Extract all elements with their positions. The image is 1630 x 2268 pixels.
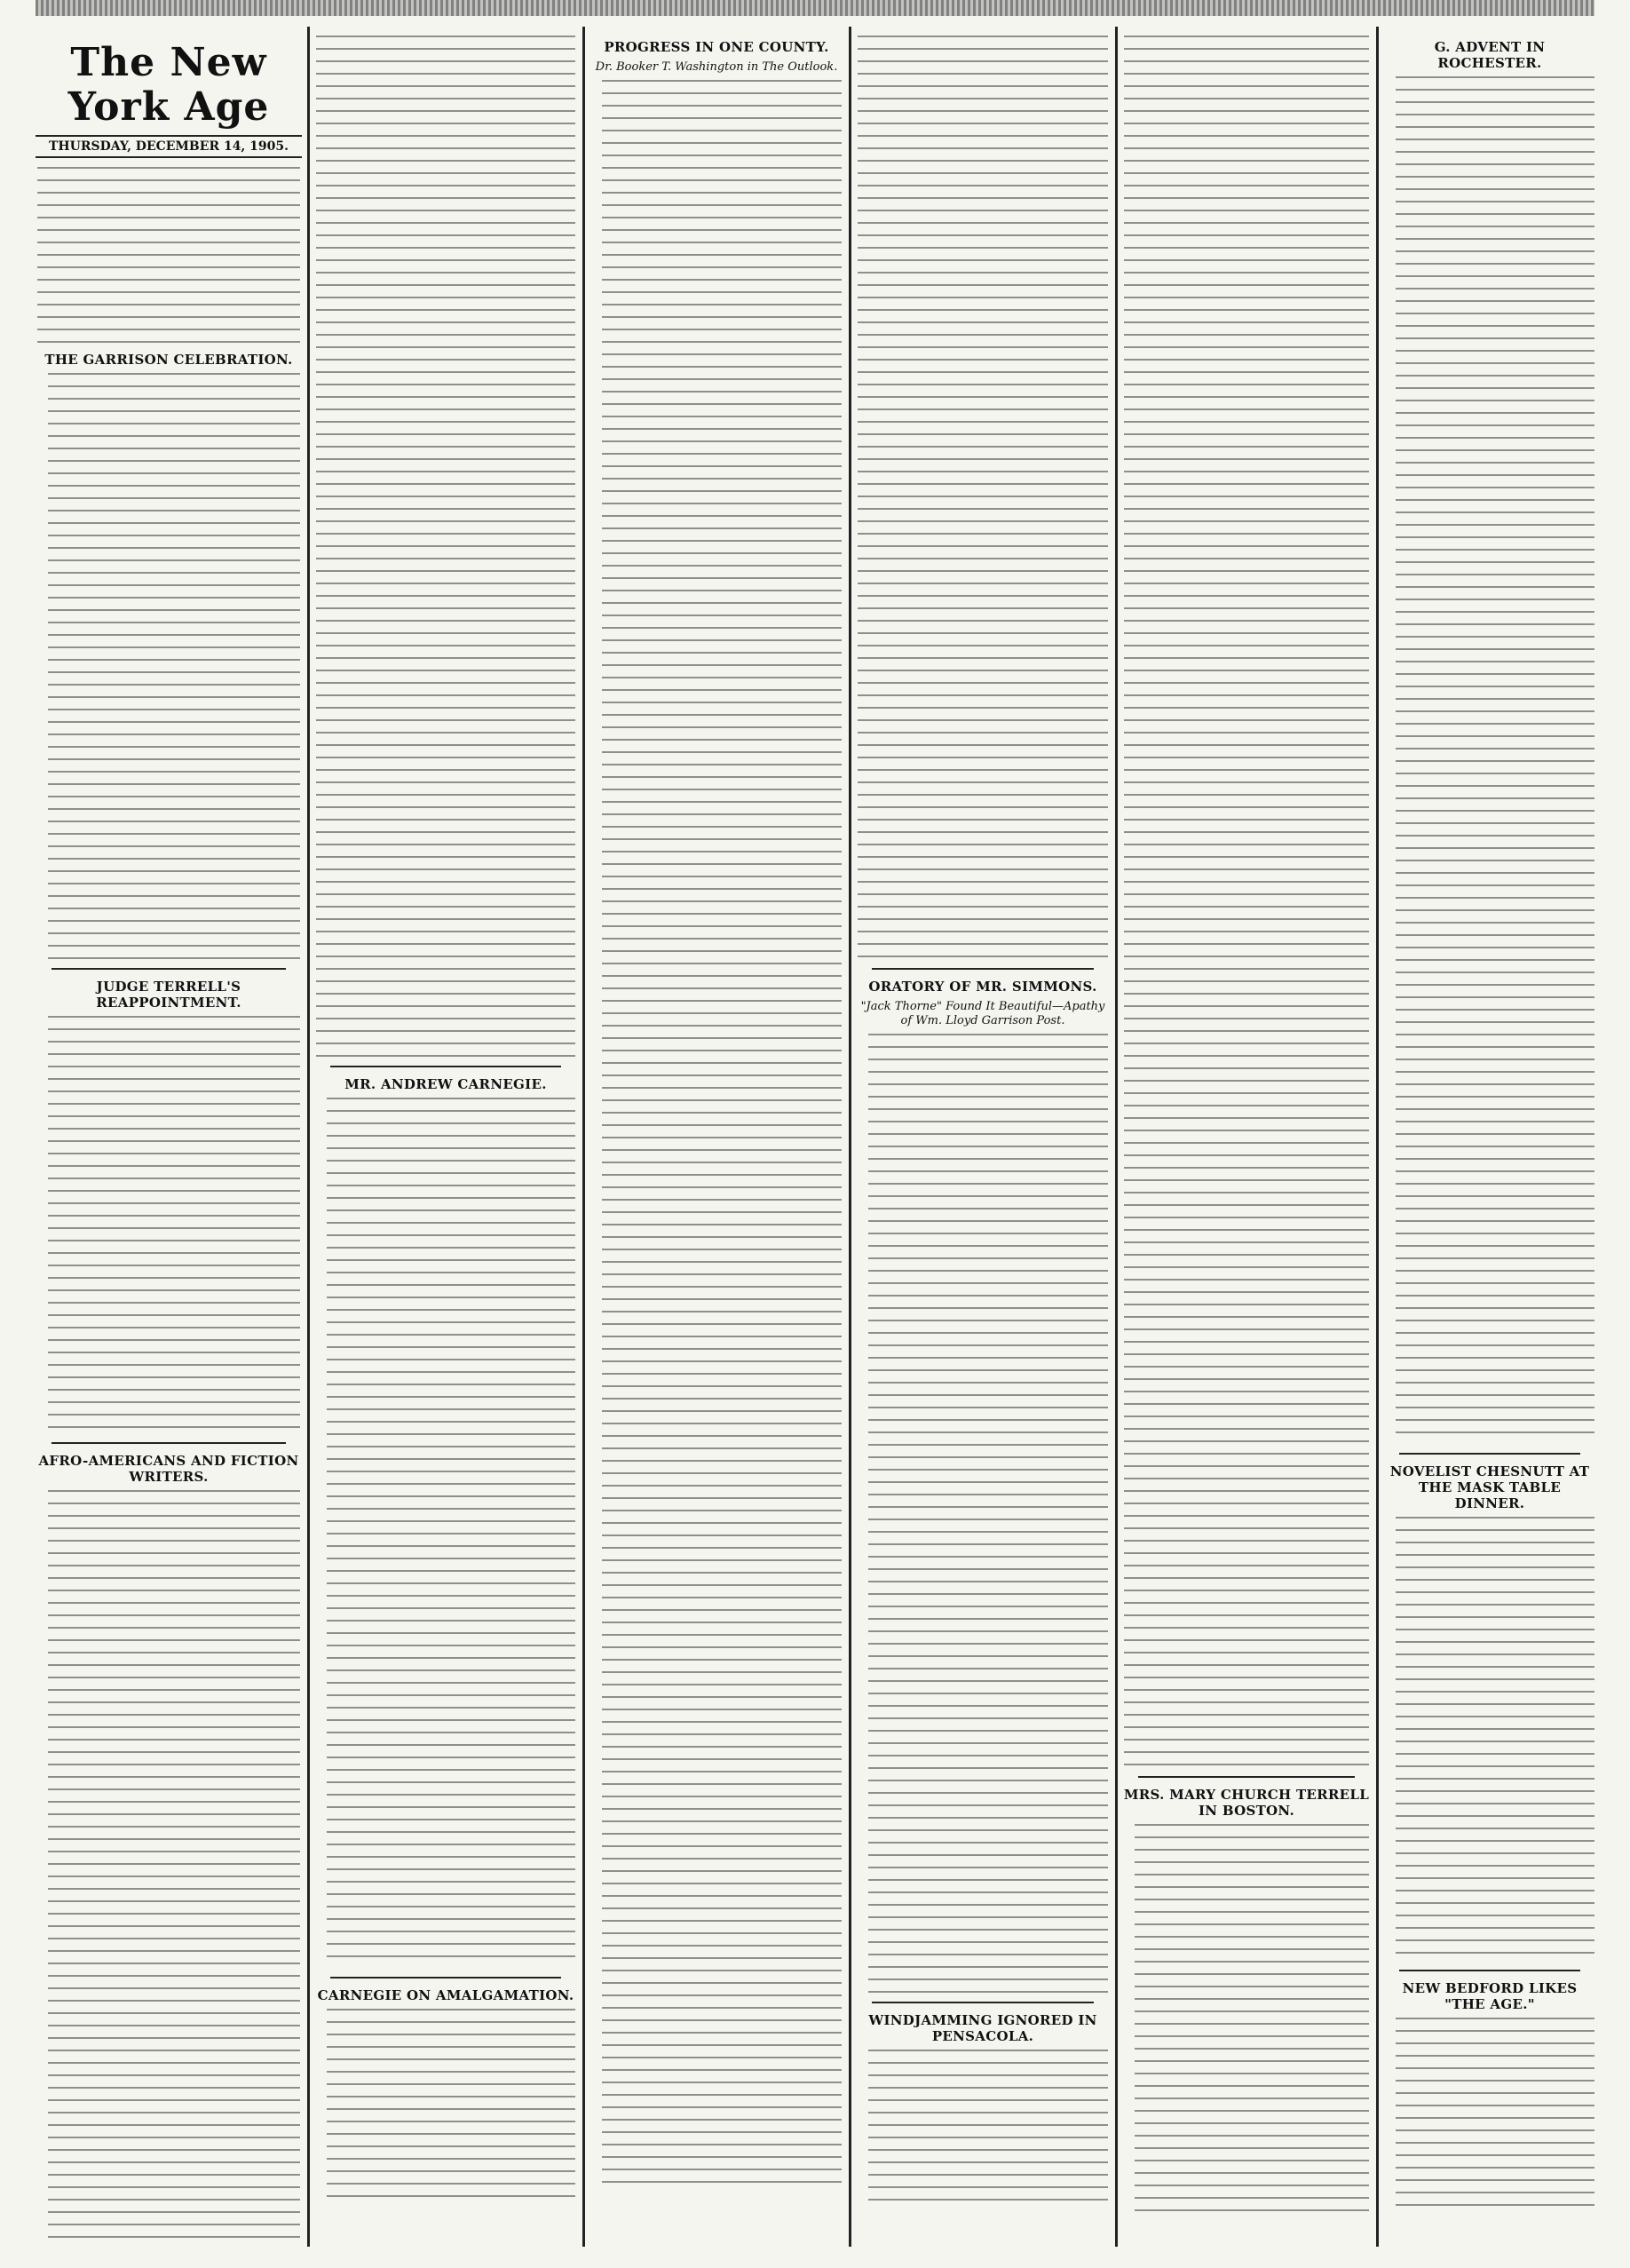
separator: [1399, 1970, 1580, 1971]
column-rule: [582, 27, 585, 2247]
column-4-text: [868, 1034, 1108, 1993]
separator: [330, 1977, 561, 1979]
headline: MRS. MARY CHURCH TERRELL IN BOSTON.: [1123, 1787, 1370, 1819]
column-4-text: [858, 36, 1108, 959]
headline: ORATORY OF MR. SIMMONS.: [868, 979, 1097, 995]
column-1-text: [48, 1490, 300, 2245]
column-1: [36, 36, 302, 2247]
subhead: "Jack Thorne" Found It Beautiful—Apathy of Wm. Lloyd Garrison Post.: [860, 1000, 1105, 1027]
separator: [51, 968, 286, 970]
column-2-text: [327, 1098, 575, 1968]
subhead: Dr. Booker T. Washington in The Outlook.: [595, 60, 838, 74]
column-6: [1383, 36, 1596, 2247]
column-rule: [1376, 27, 1379, 2247]
separator: [872, 2002, 1094, 2003]
column-4-text: [868, 2050, 1108, 2209]
column-6-text: [1396, 2018, 1594, 2213]
column-4: [856, 36, 1110, 2247]
column-1-text: [37, 167, 300, 345]
headline: CARNEGIE ON AMALGAMATION.: [317, 1987, 574, 2003]
headline: MR. ANDREW CARNEGIE.: [344, 1076, 547, 1092]
separator: [1399, 1453, 1580, 1455]
separator: [872, 968, 1094, 970]
column-6-text: [1396, 76, 1594, 1444]
headline: JUDGE TERRELL'S REAPPOINTMENT.: [96, 979, 241, 1011]
top-border: [36, 0, 1594, 16]
headline: NEW BEDFORD LIKES "THE AGE.": [1402, 1980, 1578, 2012]
column-3: [589, 36, 843, 2247]
column-rule: [307, 27, 310, 2247]
column-3-text: [602, 80, 842, 2193]
column-5-text: [1135, 1824, 1369, 2215]
column-2: [314, 36, 577, 2247]
dateline: THURSDAY, DECEMBER 14, 1905.: [36, 135, 302, 158]
separator: [51, 1442, 286, 1444]
column-5-text: [1124, 36, 1369, 1767]
column-rule: [1115, 27, 1118, 2247]
headline: G. ADVENT IN ROCHESTER.: [1434, 39, 1546, 71]
headline: AFRO-AMERICANS AND FICTION WRITERS.: [38, 1453, 299, 1485]
headline: THE GARRISON CELEBRATION.: [44, 352, 293, 368]
column-2-text: [327, 2009, 575, 2204]
masthead-title: The New York Age: [67, 40, 270, 130]
column-1-text: [48, 1016, 300, 1433]
column-6-text: [1396, 1517, 1594, 1961]
column-5: [1122, 36, 1371, 2247]
column-rule: [849, 27, 851, 2247]
separator: [330, 1066, 561, 1067]
column-2-text: [316, 36, 575, 1057]
column-1-text: [48, 373, 300, 959]
headline: NOVELIST CHESNUTT AT THE MASK TABLE DINNER.: [1389, 1463, 1590, 1511]
headline: PROGRESS IN ONE COUNTY.: [604, 39, 829, 55]
headline: WINDJAMMING IGNORED IN PENSACOLA.: [868, 2012, 1097, 2044]
separator: [1138, 1776, 1355, 1778]
